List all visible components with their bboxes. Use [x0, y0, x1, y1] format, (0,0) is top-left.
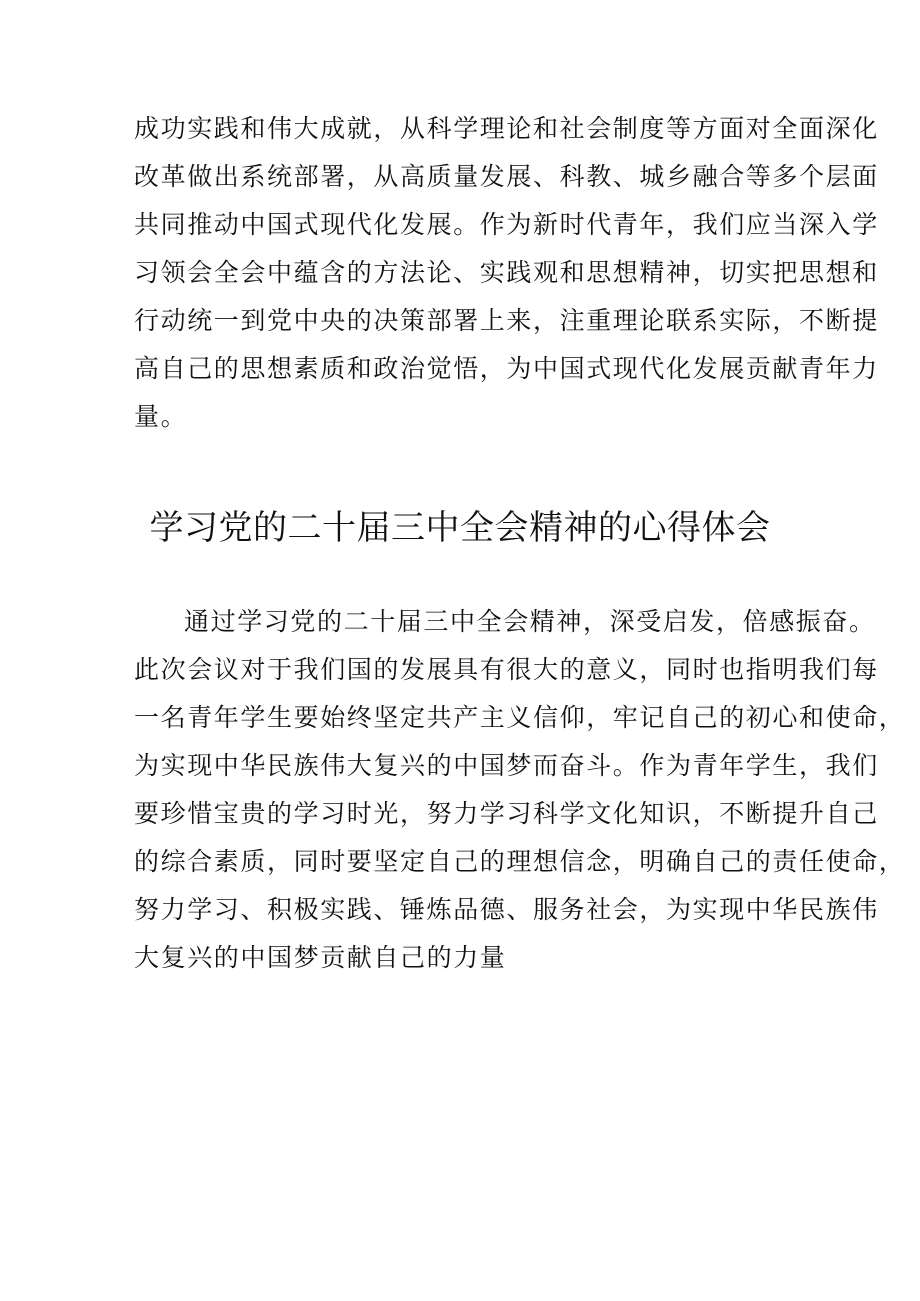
paragraph-continued: [134, 105, 879, 441]
paragraph-line: 行动统一到党中央的决策部署上来，注重理论联系实际，不断提: [134, 306, 879, 335]
paragraph-line: 要珍惜宝贵的学习时光，努力学习科学文化知识，不断提升自己: [134, 799, 879, 828]
paragraph-line: 量。: [134, 402, 188, 431]
paragraph-body: [134, 598, 906, 982]
paragraph-line: 高自己的思想素质和政治觉悟，为中国式现代化发展贡献青年力: [134, 354, 879, 383]
paragraph-line: 努力学习、积极实践、锤炼品德、服务社会，为实现中华民族伟: [134, 895, 879, 924]
article-heading: 学习党的二十届三中全会精神的心得体会: [149, 508, 771, 548]
paragraph-line: 习领会全会中蕴含的方法论、实践观和思想精神，切实把思想和: [134, 258, 879, 287]
paragraph-line: 通过学习党的二十届三中全会精神，深受启发，倍感振奋。: [184, 607, 876, 636]
paragraph-line: 共同推动中国式现代化发展。作为新时代青年，我们应当深入学: [134, 210, 879, 239]
paragraph-line: 成功实践和伟大成就，从科学理论和社会制度等方面对全面深化: [134, 114, 879, 143]
paragraph-line: 大复兴的中国梦贡献自己的力量: [134, 943, 507, 972]
paragraph-line: 此次会议对于我们国的发展具有很大的意义，同时也指明我们每: [134, 655, 879, 684]
paragraph-line: 的综合素质，同时要坚定自己的理想信念，明确自己的责任使命，: [134, 847, 906, 876]
paragraph-line: 一名青年学生要始终坚定共产主义信仰，牢记自己的初心和使命，: [134, 703, 906, 732]
paragraph-line: 改革做出系统部署，从高质量发展、科教、城乡融合等多个层面: [134, 162, 879, 191]
paragraph-line: 为实现中华民族伟大复兴的中国梦而奋斗。作为青年学生，我们: [134, 751, 879, 780]
